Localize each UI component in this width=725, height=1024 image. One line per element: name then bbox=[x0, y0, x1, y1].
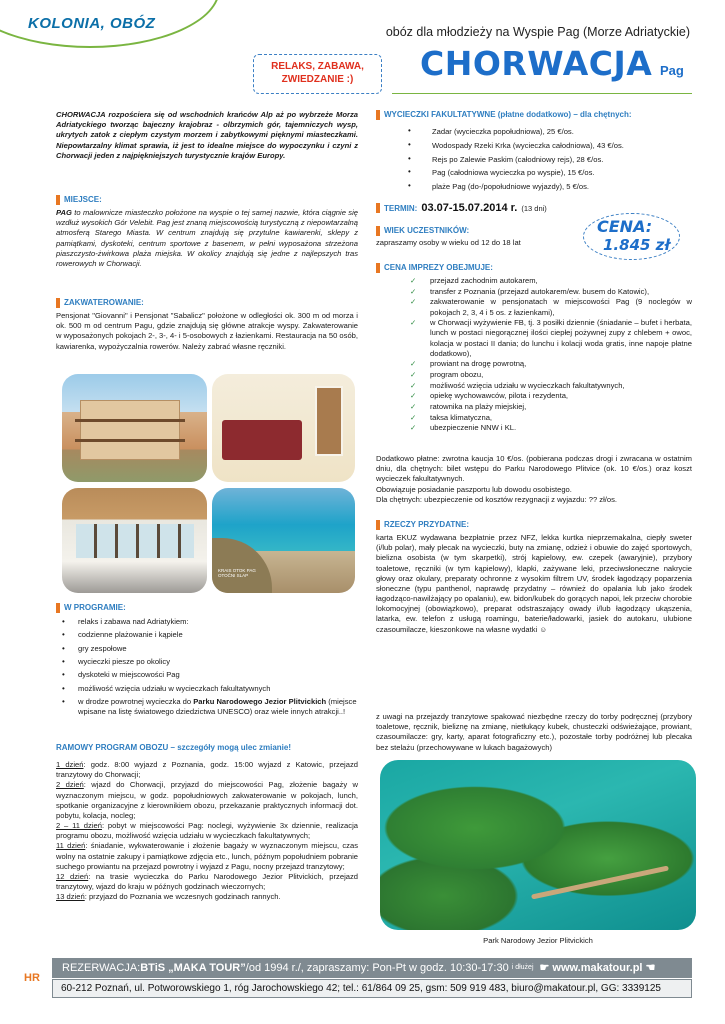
list-item: • relaks i zabawa nad Adriatykiem: bbox=[62, 617, 358, 627]
day-entry bbox=[56, 841, 358, 872]
heading-label: ZAKWATEROWANIE: bbox=[64, 298, 144, 307]
zakwaterowanie-paragraph: Pensjonat "Giovanni" i Pensjonat "Sabalicz" położone w odległości ok. 300 m od morza i ok. 500 m od centrum Pagu, gdzie znajdują się główne atrakcje wyspy. Zakwaterowanie w wyposażonych pokojach 2-, 3-, 4- i 5-osobowych z łazienkami. Restauracja na 50 osób, kawiarenka, wypożyczalnia rowerów. Należy zabrać własne ręczniki. bbox=[56, 311, 358, 351]
list-item: ✓ ubezpieczenie NNW i KL. bbox=[400, 423, 692, 433]
list-item: ✓ transfer z Poznania (przejazd autokarem/ew. busem do Katowic), bbox=[400, 287, 692, 297]
header-subtitle: obóz dla młodzieży na Wyspie Pag (Morze Adriatyckie) bbox=[385, 25, 690, 39]
bed-shape bbox=[222, 420, 302, 460]
day-label: 1 dzień bbox=[56, 760, 84, 769]
list-item: • Wodospady Rzeki Krka (wycieczka całodniowa), 43 €/os. bbox=[400, 141, 690, 151]
section-heading-program bbox=[56, 603, 358, 614]
footer-reservation-bar bbox=[52, 958, 692, 978]
list-item: • plaże Pag (do-/popołudniowe wyjazdy), 5 €/os. bbox=[400, 182, 690, 192]
heading-marker bbox=[376, 226, 380, 236]
photo-watermark-line-2: OTOČNI SLAP bbox=[218, 573, 249, 579]
day-entry bbox=[56, 892, 358, 902]
day-text: : śniadanie, wykwaterowanie i złożenie bagaży w wyznaczonym miejscu, czas wolny na ostatnie zakupy i pamiątkowe zdjęcia etc., lunch, późnym popołudniem pobranie suchego prowiantu na przejazd powrotny i wyjazd z Pagu, nocny przejazd tranzytowy; bbox=[56, 841, 358, 871]
list-item: ✓ w Chorwacji wyżywienie FB, tj. 3 posiłki dziennie (śniadanie – bufet i herbata, lunch w postaci niegorącznej ilości ciepłej pożywnej zupy z chlebem + owoc, kolacja w postaci II dania; do lunchu i kolacji woda gratis, inne napoje płatne dodatkowo), bbox=[400, 318, 692, 359]
day-entry bbox=[56, 872, 358, 892]
windows-shape bbox=[76, 524, 194, 558]
relaks-line-2: ZWIEDZANIE :) bbox=[281, 73, 354, 85]
list-item: • Zadar (wycieczka popołudniowa), 25 €/os. bbox=[400, 127, 690, 137]
photo-watermark-line-1: KRAIS OTOK PAG bbox=[218, 568, 256, 573]
heading-label: W PROGRAMIE: bbox=[64, 603, 126, 612]
day-entry bbox=[56, 760, 358, 780]
country-code: HR bbox=[24, 972, 40, 984]
day-label: 2 – 11 dzień bbox=[56, 821, 102, 831]
page-title: CHORWACJA bbox=[420, 44, 653, 83]
section-heading-miejsce bbox=[56, 195, 358, 206]
page-title-suffix: Pag bbox=[660, 63, 684, 78]
relaks-badge bbox=[253, 54, 382, 94]
list-item: • dyskoteki w miejscowości Pag bbox=[62, 670, 358, 680]
wycieczki-list bbox=[400, 127, 690, 196]
list-item: ✓ prowiant na drogę powrotną, bbox=[400, 359, 692, 369]
program-list bbox=[62, 617, 358, 721]
photo-restaurant-interior bbox=[62, 488, 207, 593]
section-heading-rzeczy bbox=[376, 520, 692, 531]
ramowy-program bbox=[56, 760, 358, 902]
photo-caption: Park Narodowy Jezior Plitvickich bbox=[483, 936, 593, 945]
reservation-extra: i dłużej bbox=[511, 964, 534, 972]
heading-label: WIEK UCZESTNIKÓW: bbox=[384, 226, 470, 235]
heading-marker bbox=[376, 203, 380, 213]
termin-date: 03.07-15.07.2014 r. bbox=[421, 202, 518, 214]
heading-label: MIEJSCE: bbox=[64, 195, 102, 204]
list-item bbox=[62, 697, 358, 717]
termin-days: (13 dni) bbox=[521, 204, 547, 213]
list-item: • Pag (całodniowa wycieczka po wyspie), 15 €/os. bbox=[400, 168, 690, 178]
heading-marker bbox=[56, 603, 60, 613]
website-link[interactable]: ☛ www.makatour.pl ☚ bbox=[539, 961, 656, 974]
rzeczy-paragraph-2: z uwagi na przejazdy tranzytowe spakować niezbędne rzeczy do torby podręcznej (przybory toaletowe, ręcznik, bieliznę na zmianę, nietłukący kubek, chusteczki odświeżające, prowiant, czasoumilacze: gry, karty, aparat fotograficzny etc.), pozostałe torby podróżnej lub plecaka bez stelażu (przechowywane w lukach bagażowych) bbox=[376, 712, 692, 752]
photo-plitvice-lakes bbox=[380, 760, 696, 930]
list-item-text: (miejsce wpisane na listę światowego dziedzictwa UNESCO) oraz wiele innych atrakcji..! bbox=[78, 697, 357, 717]
day-entry bbox=[56, 821, 358, 841]
list-item: ✓ ratownika na plaży miejskiej, bbox=[400, 402, 692, 412]
list-item: ✓ możliwość wzięcia udziału w wycieczkach fakultatywnych, bbox=[400, 381, 692, 391]
list-item: • możliwość wzięcia udziału w wycieczkach fakultatywnych bbox=[62, 684, 358, 694]
photo-bedroom bbox=[212, 374, 355, 482]
heading-marker bbox=[376, 263, 380, 273]
list-item-text: w drodze powrotnej wycieczka do bbox=[78, 697, 194, 707]
section-heading-wycieczki bbox=[376, 110, 692, 121]
list-item: • gry zespołowe bbox=[62, 644, 358, 654]
wiek-text: zapraszamy osoby w wieku od 12 do 18 lat bbox=[376, 238, 521, 247]
day-entry bbox=[56, 780, 358, 821]
cena-notes bbox=[376, 454, 692, 505]
footer-address-bar: 60-212 Poznań, ul. Potworowskiego 1, róg Jarochowskiego 42; tel.: 61/864 09 25, gsm: 509 919 483, biuro@makatour.pl, GG: 3339125 bbox=[52, 979, 692, 998]
day-text: : godz. 8:00 wyjazd z Poznania, godz. 15:00 wyjazd z Katowic, przejazd tranzytowy do Chorwacji; bbox=[56, 760, 358, 780]
note-line: Dla chętnych: ubezpieczenie od kosztów rezygnacji z wyjazdu: ?? zł/os. bbox=[376, 494, 618, 504]
section-heading-wiek bbox=[376, 226, 692, 237]
list-item: • wycieczki piesze po okolicy bbox=[62, 657, 358, 667]
miejsce-paragraph bbox=[56, 208, 358, 269]
day-label: 12 dzień bbox=[56, 871, 89, 881]
reservation-hours: /od 1994 r./, zapraszamy: Pon-Pt w godz. 10:30-17:30 bbox=[245, 961, 509, 974]
list-item: • Rejs po Zalewie Paskim (całodniowy rejs), 28 €/os. bbox=[400, 155, 690, 165]
rzeczy-paragraph: karta EKUZ wydawana bezpłatnie przez NFZ, lekka kurtka nieprzemakalna, ciepły sweter (i/lub polar), mały plecak na wycieczki, buty na zmianę, odzież i obuwie do zajęć sportowych, bielizna osobista (w tym skarpetki), strój kąpielowy, ew. czepek (awaryjnie), przybory toaletowe, ręczniki (w tym kąpielowy), klapki, zażywane leki, przeciwsłoneczne nakrycie głowy oraz okulary, preparaty ochronne z wysokim filtrem UV, środek łagodzący poparzenia słoneczne (typu panthenol, naprawdę przydatny – również do opalania lub jako środek łagodząco-nawilżający po opalaniu), ew. bidon/kubek do gorących napoi, lek przeciw chorobie lokomocyjnej (obowiązkowo), preparat odstraszający owady i/lub łagodzący ukąszenia, latarka, ew. telefon z usługą roamingu, baterie/ładowarki, jasiek do autokaru, ulubione czasoumilacze, kieszonkowe na własne wydatki ☺ bbox=[376, 533, 692, 634]
land-shape bbox=[212, 538, 272, 593]
list-item: ✓ zakwaterowanie w pensjonatach w miejscowości Pag (9 noclegów w pokojach 2, 3, 4 i 5 os. z łazienkami), bbox=[400, 297, 692, 317]
boardwalk-shape bbox=[531, 866, 669, 900]
price-value: 1.845 zł bbox=[603, 236, 671, 254]
reservation-company: BTiS „MAKA TOUR” bbox=[140, 961, 246, 974]
photo-pension-building bbox=[62, 374, 207, 482]
list-item: ✓ taksa klimatyczna, bbox=[400, 413, 692, 423]
section-heading-cena-obejmuje bbox=[376, 263, 692, 274]
list-item: • codzienne plażowanie i kąpiele bbox=[62, 630, 358, 640]
section-heading-zakwaterowanie bbox=[56, 298, 358, 309]
day-text: : pobyt w miejscowości Pag: noclegi, wyżywienie 3x dziennie, realizacja programu obozu, możliwość wzięcia udziału w wycieczkach fakultatywnych; bbox=[56, 821, 358, 841]
heading-marker bbox=[376, 520, 380, 530]
list-item: ✓ opiekę wychowawców, pilota i rezydenta, bbox=[400, 391, 692, 401]
heading-marker bbox=[56, 195, 60, 205]
day-label: 2 dzień bbox=[56, 780, 84, 790]
cena-obejmuje-list bbox=[400, 276, 692, 434]
miejsce-place-name: PAG bbox=[56, 208, 72, 217]
ramowy-heading: RAMOWY PROGRAM OBOZU – szczegóły mogą ulec zmianie! bbox=[56, 743, 291, 752]
note-line: Obowiązuje posiadanie paszportu lub dowodu osobistego. bbox=[376, 484, 572, 494]
day-label: 11 dzień bbox=[56, 841, 86, 851]
wardrobe-shape bbox=[315, 386, 343, 456]
heading-label: RZECZY PRZYDATNE: bbox=[384, 520, 470, 529]
day-label: 13 dzień bbox=[56, 892, 85, 902]
miejsce-text: to malownicze miasteczko położone na wyspie o tej samej nazwie, która ciągnie się wzdłuż wysokich Gór Velebit. Pag jest znaną miejscowością turystyczną z niepowtarzalną atmosferą Starego Miasta. W centrum znajdują się przytulne kawiarenki, sklepy z pamiątkami, dyskoteki, centrum sportowe z basenem, w pełni wyposażona strzeżona piaszczysto-żwirkowa plaża miejska. W okolicy znajdują się jedne z najlepszych tras rowerowych w Chorwacji. bbox=[56, 208, 358, 268]
photo-watermark bbox=[218, 568, 256, 579]
header-divider bbox=[392, 93, 692, 94]
heading-marker bbox=[376, 110, 380, 120]
relaks-line-1: RELAKS, ZABAWA, bbox=[271, 61, 364, 72]
heading-label: CENA IMPREZY OBEJMUJE: bbox=[384, 263, 493, 272]
header-kolonia-title: KOLONIA, OBÓZ bbox=[28, 15, 156, 32]
price-label: CENA: bbox=[597, 217, 653, 236]
reservation-label: REZERWACJA: bbox=[62, 961, 141, 974]
day-text: : przyjazd do Poznania we wczesnych godzinach rannych. bbox=[84, 892, 281, 902]
termin-line bbox=[376, 201, 547, 216]
heading-label: WYCIECZKI FAKULTATYWNE (płatne dodatkowo) – dla chętnych: bbox=[384, 110, 632, 119]
list-item: ✓ przejazd zachodnim autokarem, bbox=[400, 276, 692, 286]
termin-label: TERMIN: bbox=[384, 204, 418, 213]
day-text: : na trasie wycieczka do Parku Narodowego Jezior Plitvickich, przejazd tranzytowy, wjazd do kraju w późnych godzinach wieczornych; bbox=[56, 871, 358, 892]
heading-marker bbox=[56, 298, 60, 308]
list-item: ✓ program obozu, bbox=[400, 370, 692, 380]
note-line: Dodatkowo płatne: zwrotna kaucja 10 €/os. (pobierana podczas drogi i zwracana w ostatnim dniu, dla chętnych: bilet wstępu do Parku Narodowego Plitvice (ok. 10 €/os.) oraz koszt wycieczek fakultatywnych. bbox=[376, 454, 692, 484]
intro-paragraph: CHORWACJA rozpościera się od wschodnich krańców Alp aż po wybrzeże Morza Adriatyckiego tworząc bajeczny krajobraz - olbrzymich gór, tajemniczych wysp, ukrytych zatok z ciepłym czystym morzem i zabytkowymi pięknymi miasteczkami. Niepowtarzalny klimat sprawia, iż jest to idealne miejsce do wypoczynku i czyni z Chorwacji jeden z najpiękniejszych turystycznie krajów Europy. bbox=[56, 110, 358, 160]
day-text: : wjazd do Chorwacji, przyjazd do miejscowości Pag, złożenie bagaży w wyznaczonym miejscu, w godz. popołudniowych zakwaterowanie w pokojach, lunch, spotkanie organizacyjne z kierownikiem obozu, przekazanie praktycznych informacji dot. pobytu, kolacja, nocleg; bbox=[56, 780, 358, 820]
list-item-bold: Parku Narodowego Jezior Plitvickich bbox=[193, 697, 327, 707]
building-shape bbox=[80, 400, 180, 460]
